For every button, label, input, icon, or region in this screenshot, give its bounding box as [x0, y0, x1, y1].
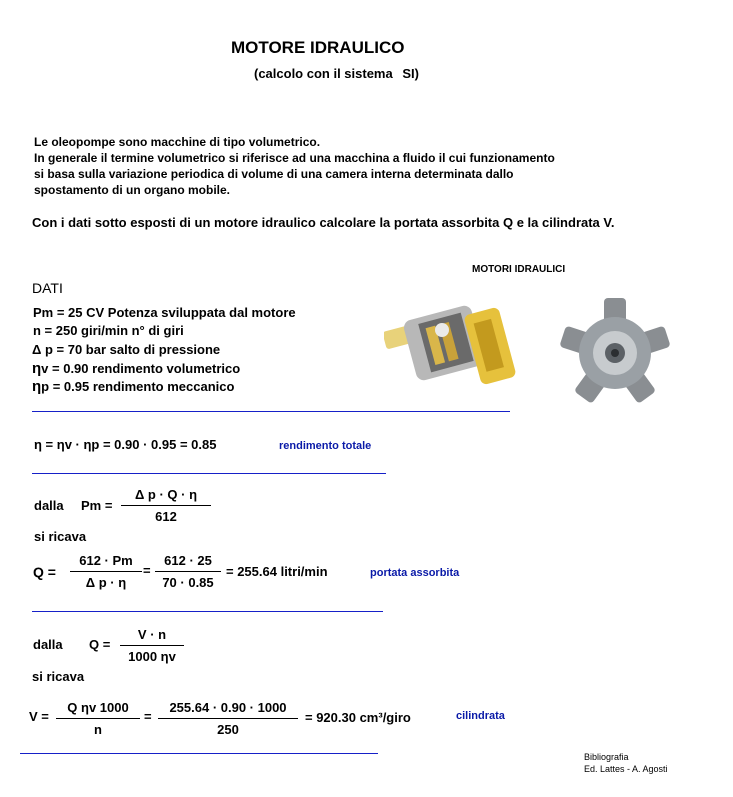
- v2-fraction-2: [158, 700, 298, 737]
- dati-eta-p: [32, 378, 234, 395]
- q-equals: =: [143, 563, 151, 578]
- task-statement: Con i dati sotto esposti di un motore idraulico calcolare la portata assorbita Q e la cilindrata V.: [32, 215, 615, 230]
- pm-numerator: Δ p · Q · η: [134, 487, 198, 502]
- biblio-line: Ed. Lattes - A. Agosti: [584, 764, 668, 774]
- divider: [32, 473, 386, 474]
- eta-v-symbol: η: [32, 360, 42, 377]
- note-total-efficiency: rendimento totale: [279, 440, 372, 452]
- fraction-bar: [120, 645, 184, 646]
- note-portata: portata assorbita: [370, 567, 460, 579]
- label-dalla-2: dalla: [33, 637, 63, 652]
- v2-numerator-2: 255.64 · 0.90 · 1000: [169, 700, 287, 715]
- fraction-bar: [70, 571, 142, 572]
- fraction-bar: [158, 718, 298, 719]
- v-numerator: V · n: [137, 627, 167, 642]
- label-dalla: dalla: [34, 498, 64, 513]
- label-si-ricava-2: si ricava: [32, 669, 85, 684]
- q-lhs: Q =: [33, 564, 56, 580]
- axial-motor-image: [384, 290, 524, 400]
- note-cilindrata: cilindrata: [456, 710, 505, 722]
- intro-line: Le oleopompe sono macchine di tipo volumetrico.: [34, 135, 321, 149]
- pm-fraction: [121, 487, 211, 524]
- v-fraction: [120, 627, 184, 664]
- page-subtitle: [254, 66, 419, 81]
- q-fraction-2: [155, 553, 221, 590]
- fraction-bar: [155, 571, 221, 572]
- dati-dp: Δ p = 70 bar salto di pressione: [32, 342, 221, 357]
- divider: [32, 411, 510, 412]
- subtitle-si: SI: [402, 66, 415, 81]
- q-result: = 255.64 litri/min: [226, 564, 328, 579]
- v2-fraction-1: [56, 700, 140, 737]
- fraction-bar: [56, 718, 140, 719]
- pm-lhs: Pm =: [81, 498, 113, 513]
- intro-line: spostamento di un organo mobile.: [34, 183, 231, 197]
- dati-n: n = 250 giri/min n° di giri: [33, 323, 184, 338]
- q-fraction-1: [70, 553, 142, 590]
- divider: [20, 753, 378, 754]
- dati-pm: Pm = 25 CV Potenza sviluppata dal motore: [33, 305, 296, 320]
- eta-p-text: p = 0.95 rendimento meccanico: [41, 379, 235, 394]
- eta-p-symbol: η: [32, 378, 42, 395]
- intro-line: In generale il termine volumetrico si riferisce ad una macchina a fluido il cui funzionamento: [34, 151, 555, 165]
- q-numerator-1: 612 · Pm: [79, 553, 133, 568]
- dati-eta-v: [32, 360, 240, 377]
- q-lhs-2: Q =: [89, 637, 111, 652]
- divider: [32, 611, 383, 612]
- v2-denominator-2: 250: [217, 722, 239, 737]
- fraction-bar: [121, 505, 211, 506]
- q-denominator-1: Δ p · η: [85, 575, 127, 590]
- images-caption: MOTORI IDRAULICI: [472, 264, 566, 275]
- label-si-ricava: si ricava: [34, 529, 87, 544]
- intro-paragraph: [34, 134, 555, 198]
- radial-motor-image: [560, 298, 670, 408]
- subtitle-pre: (calcolo con il sistema: [254, 66, 393, 81]
- dati-heading: DATI: [32, 280, 63, 296]
- pm-denominator: 612: [155, 509, 177, 524]
- biblio-line: Bibliografia: [584, 752, 629, 762]
- page-title: MOTORE IDRAULICO: [231, 38, 405, 57]
- eq-total-efficiency: η = ηv · ηp = 0.90 · 0.95 = 0.85: [34, 437, 217, 452]
- q-numerator-2: 612 · 25: [164, 553, 212, 568]
- v-denominator: 1000 ηv: [128, 649, 176, 664]
- v2-result: = 920.30 cm³/giro: [305, 710, 411, 725]
- q-denominator-2: 70 · 0.85: [162, 575, 214, 590]
- v2-equals: =: [144, 709, 152, 724]
- eta-v-text: v = 0.90 rendimento volumetrico: [41, 361, 241, 376]
- v2-numerator-1: Q ηv 1000: [67, 700, 129, 715]
- subtitle-post: ): [414, 66, 419, 81]
- v2-denominator-1: n: [94, 722, 102, 737]
- bibliography: [584, 751, 668, 775]
- intro-line: si basa sulla variazione periodica di volume di una camera interna determinata dallo: [34, 167, 514, 181]
- v-lhs: V =: [29, 709, 49, 724]
